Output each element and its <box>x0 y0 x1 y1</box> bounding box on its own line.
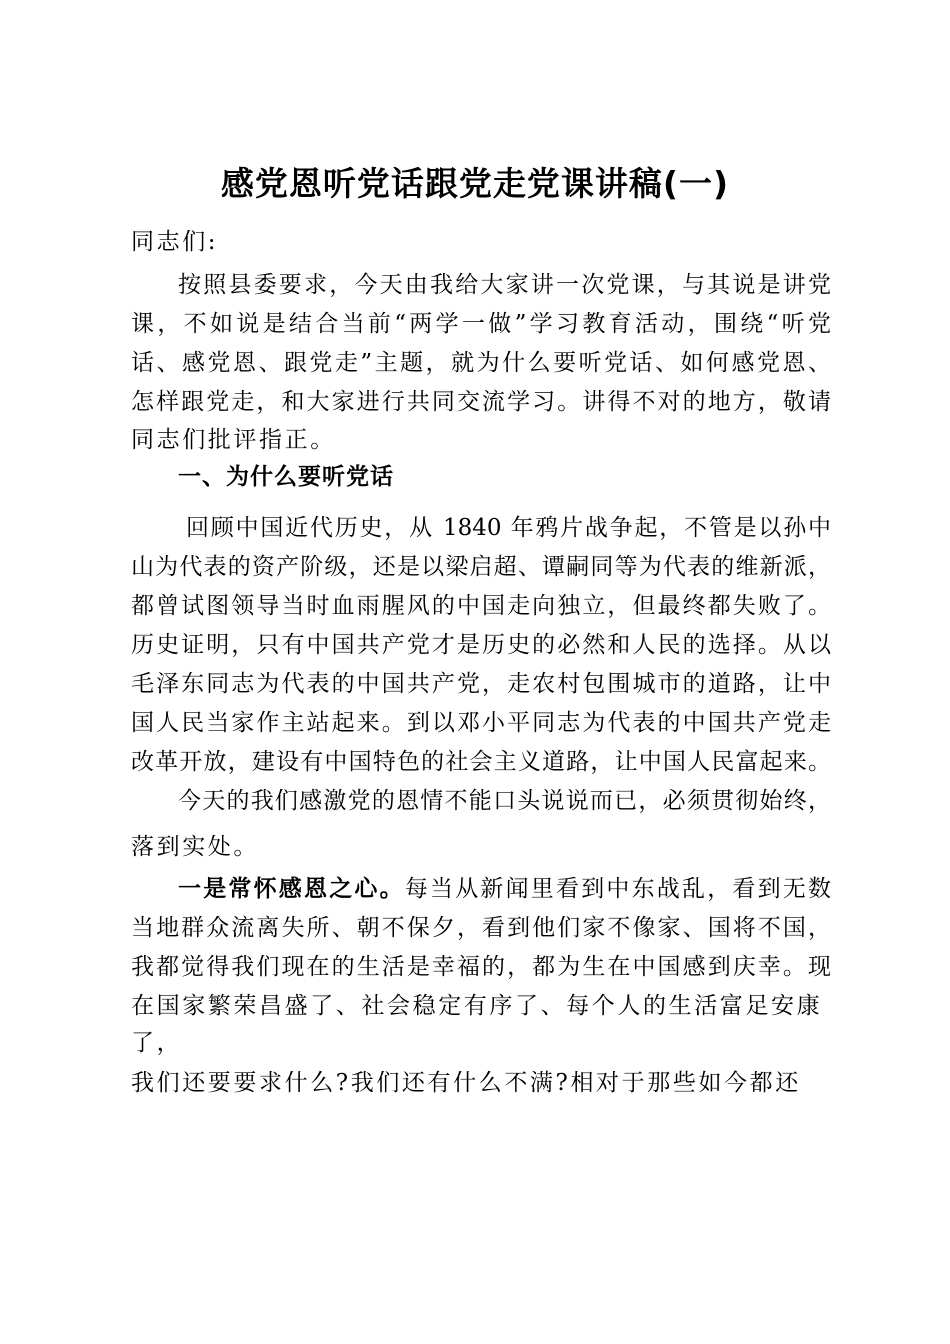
section1-line: 回顾中国近代历史，从 1840 年鸦片战争起，不管是以孙中 <box>186 515 831 541</box>
section1-line: 国人民当家作主站起来。到以邓小平同志为代表的中国共产党走 <box>131 710 831 736</box>
gratitude-line: 今天的我们感激党的恩情不能口头说说而已，必须贯彻始终， <box>178 788 831 814</box>
intro-line: 课，不如说是结合当前“两学一做”学习教育活动，围绕“听党 <box>131 311 831 337</box>
intro-line: 话、感党恩、跟党走”主题，就为什么要听党话、如何感党恩、 <box>131 350 831 376</box>
section1-line: 毛泽东同志为代表的中国共产党，走农村包围城市的道路，让中 <box>131 671 831 697</box>
point1-line: 了， <box>131 1030 183 1056</box>
point1-first-rest: 每当从新闻里看到中东战乱，看到无数 <box>404 876 832 902</box>
intro-line: 按照县委要求，今天由我给大家讲一次党课，与其说是讲党 <box>178 272 831 298</box>
intro-line: 怎样跟党走，和大家进行共同交流学习。讲得不对的地方，敬请 <box>131 389 831 415</box>
point1-line: 在国家繁荣昌盛了、社会稳定有序了、每个人的生活富足安康 <box>131 993 823 1019</box>
section1-line: 山为代表的资产阶级，还是以梁启超、谭嗣同等为代表的维新派， <box>131 554 831 580</box>
section1-line: 都曾试图领导当时血雨腥风的中国走向独立，但最终都失败了。 <box>131 593 831 619</box>
gratitude-line: 落到实处。 <box>131 834 259 860</box>
document-title: 感党恩听党话跟党走党课讲稿(一) <box>220 164 730 203</box>
salutation: 同志们: <box>131 229 219 255</box>
point1-first-line <box>178 872 831 906</box>
point1-bold: 一是常怀感恩之心。 <box>178 876 405 902</box>
point1-line: 我们还要要求什么?我们还有什么不满?相对于那些如今都还 <box>131 1070 801 1096</box>
section1-line: 改革开放，建设有中国特色的社会主义道路，让中国人民富起来。 <box>131 749 831 775</box>
point1-line: 当地群众流离失所、朝不保夕，看到他们家不像家、国将不国， <box>131 915 831 941</box>
section-heading: 一、为什么要听党话 <box>178 464 394 490</box>
point1-line: 我都觉得我们现在的生活是幸福的，都为生在中国感到庆幸。现 <box>131 954 831 980</box>
intro-line: 同志们批评指正。 <box>131 427 336 453</box>
section1-line: 历史证明，只有中国共产党才是历史的必然和人民的选择。从以 <box>131 632 831 658</box>
